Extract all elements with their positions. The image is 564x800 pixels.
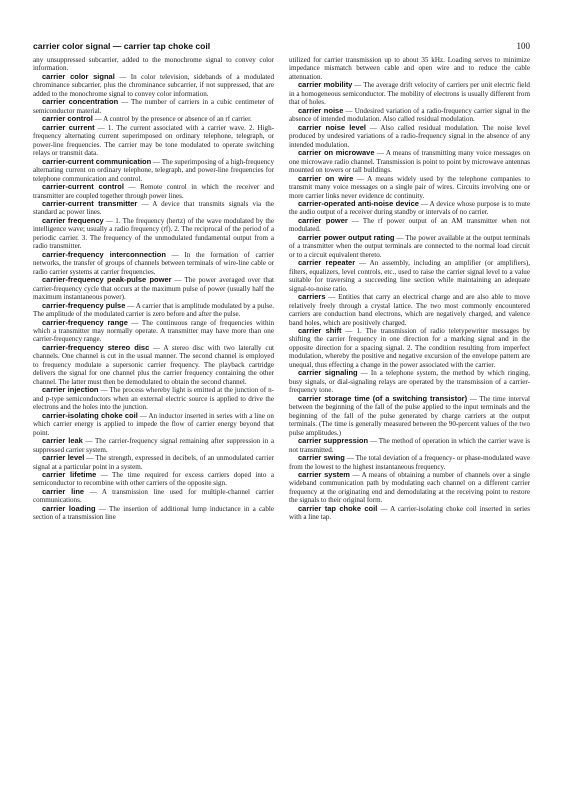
page-number: 100	[516, 41, 530, 51]
dictionary-entry	[33, 488, 274, 505]
entry-definition: — Also called residual modulation. The noise level produced by undesired variations of a radio-frequency signal in the absence of any intended modulation.	[289, 123, 530, 149]
entry-term: carrier shift	[298, 326, 342, 335]
dictionary-entry	[33, 200, 274, 217]
running-head	[33, 41, 530, 55]
entry-term: carrier loading	[42, 503, 96, 513]
entry-term: carrier line	[42, 486, 85, 496]
entry-definition: — The superimposing of a high-frequency alternating current on ordinary telephone, telegraph, and power-line frequencies for telephone communication and control.	[33, 157, 274, 183]
dictionary-entry	[289, 471, 530, 505]
dictionary-entry	[289, 259, 530, 293]
running-head-title: carrier color signal — carrier tap choke coil	[33, 41, 211, 51]
dictionary-entry	[289, 234, 530, 259]
entry-definition: — The power averaged over that carrier-frequency cycle that occurs at the maximum pulse of power (usually half the maximum instantaneous power).	[33, 276, 274, 302]
entry-term: carrier-isolating choke coil	[42, 410, 138, 420]
entry-term: carrier swing	[298, 453, 345, 463]
entry-definition: — 1. The transmission of radio teletypewriter messages by shifting the carrier frequency in one direction for a marking signal and in the opposite direction for a spacing signal. 2. The condition resulting from imperfect modulation, whereby the positive and negative excursion of the envelope pattern are unequal, thus effecting a change in the power associated with the carrier.	[289, 327, 530, 369]
dictionary-entry	[289, 81, 530, 106]
entry-term: carrier control	[42, 114, 93, 124]
entry-definition: — The total deviation of a frequency- or phase-modulated wave from the lowest to the highest instantaneous frequency.	[289, 454, 530, 471]
entry-term: carrier system	[298, 469, 350, 479]
dictionary-entry	[33, 158, 274, 183]
entry-definition: — The process whereby light is emitted at the junction of n- and p-type semiconductors when an external electric source is applied to drive the electrons and the holes into the junction.	[33, 386, 274, 412]
entry-term: carrier signaling	[298, 368, 358, 378]
entry-definition: — The time required for excess carriers doped into a semiconductor to recombine with other carriers of the opposite sign.	[33, 470, 274, 488]
entry-definition: — The rf power output of an AM transmitter when not modulated.	[289, 216, 530, 234]
entry-definition: — In the formation of carrier networks, the transfer of groups of channels between terminals of wire-line cable or radio carrier systems at carrier frequencies.	[33, 250, 274, 276]
entry-definition: — The time interval between the beginning of the fall of the pulse applied to the input terminals and the beginning of the fall of the pulse generated by charge carriers at the output terminals. (The time is generally measured between the 90-percent values of the two pulse amplitudes.)	[289, 394, 530, 437]
dictionary-entry	[289, 437, 530, 454]
entry-definition: — The average drift velocity of carriers per unit electric field in a homogeneous semiconductor. The mobility of electrons is usually different from that of holes.	[289, 81, 530, 107]
dictionary-entry	[289, 293, 530, 327]
dictionary-entry	[33, 344, 274, 386]
entry-term: carrier tap choke coil	[298, 503, 378, 513]
entry-term: carrier repeater	[298, 258, 356, 268]
entry-term: carrier-frequency peak-pulse power	[42, 275, 172, 285]
entry-definition: — A control by the presence or absence of an rf carrier.	[92, 115, 252, 124]
dictionary-entry	[289, 505, 530, 522]
entry-definition: — The continuous range of frequencies within which a transmitter may normally operate. A transmitter may have more than one carrier-frequency range.	[33, 318, 274, 344]
entry-term: carrier power output rating	[298, 232, 395, 242]
entry-term: carrier-frequency stereo disc	[42, 342, 150, 352]
entry-definition: — A device whose purpose is to mute the audio output of a receiver during standby or intervals of no carrier.	[289, 199, 530, 217]
entry-term: carrier-current communication	[42, 156, 152, 166]
dictionary-entry	[289, 107, 530, 124]
entry-term: carrier color signal	[42, 71, 115, 81]
entry-term: carrier-operated anti-noise device	[298, 198, 419, 208]
entry-definition: — A means widely used by the telephone companies to transmit many voice messages on a single pair of wires. Circuits involving one or more carrier links never evidence dc continuity.	[289, 174, 530, 200]
entry-definition: any unsuppressed subcarrier, added to the monochrome signal to convey color information.	[33, 56, 274, 73]
entry-term: carrier-current transmitter	[42, 198, 138, 208]
dictionary-entry	[33, 183, 274, 200]
entry-term: carrier-current control	[42, 182, 124, 192]
entry-term: carrier-frequency range	[42, 317, 128, 327]
entry-term: carrier current	[42, 122, 95, 132]
dictionary-entry	[33, 124, 274, 158]
entry-definition: utilized for carrier transmission up to about 35 kHz. Loading serves to minimize impedance mismatch between cable and open wire and to reduce the cable attenuation.	[289, 56, 530, 81]
dictionary-entry	[289, 149, 530, 174]
dictionary-entry	[289, 369, 530, 394]
entry-term: carrier frequency	[42, 215, 104, 225]
entry-definition: — Undesired variation of a radio-frequency carrier signal in the absence of intended modulation. Also called residual modulation.	[289, 106, 530, 124]
dictionary-entry	[33, 217, 274, 251]
dictionary-entry	[289, 175, 530, 200]
entry-definition: — The carrier-frequency signal remaining after suppression in a suppressed carrier system.	[33, 437, 274, 454]
entry-definition: — An inductor inserted in series with a line on which carrier energy is applied to impede the flow of carrier energy beyond that point.	[33, 411, 274, 437]
dictionary-entry	[33, 73, 274, 98]
entry-definition: — The insertion of additional lump inductance in a cable section of a transmission line	[33, 504, 274, 522]
entry-definition: — Remote control in which the receiver and transmitter are coupled together through power lines.	[33, 183, 274, 200]
dictionary-entry	[33, 98, 274, 115]
entry-definition: — A transmission line used for multiple-channel carrier communications.	[33, 487, 274, 505]
dictionary-entry	[33, 412, 274, 437]
entry-term: carrier mobility	[298, 80, 353, 90]
entry-definition: — A carrier that is amplitude modulated by a pulse. The amplitude of the modulated carrier is zero before and after the pulse.	[33, 301, 274, 319]
entry-term: carrier level	[42, 453, 85, 463]
entry-term: carrier concentration	[42, 97, 119, 107]
entry-term: carrier injection	[42, 385, 99, 395]
entry-term: carrier leak	[42, 436, 83, 446]
entry-term: carrier power	[298, 215, 348, 225]
entry-term: carrier on wire	[298, 173, 354, 183]
entry-term: carrier storage time (of a switching transistor)	[298, 393, 468, 403]
entry-term: carrier lifetime	[42, 469, 97, 479]
entry-definition: — A means of transmitting many voice messages on one microwave radio channel. Transmission is point to point by microwave antennas mounted on towers or tall buildings.	[289, 149, 530, 175]
dictionary-entry	[33, 319, 274, 344]
dictionary-entry	[289, 454, 530, 471]
dictionary-entry	[33, 386, 274, 411]
entry-definition: — Entities that carry an electrical charge and are also able to move relatively freely through a crystal lattice. The two most commonly encountered carriers are conduction band electrons, which are negatively charged, and valence band holes, which are positively charged.	[289, 293, 530, 327]
entry-term: carrier noise	[298, 105, 344, 115]
entry-definition: — A carrier-isolating choke coil inserted in series with a line tap.	[289, 504, 530, 522]
entry-definition: — A means of obtaining a number of channels over a single wideband communication path by modulating each channel on a different carrier frequency at the originating end and demodulating at the receiving point to restore the signals to their original form.	[289, 470, 530, 505]
entry-definition: — 1. The current associated with a carrier wave. 2. High-frequency alternating current superimposed on ordinary telephone, telegraph, or power-line frequencies. The carrier may be tone modulated to operate switching relays or transmit data.	[33, 123, 274, 158]
left-column	[33, 56, 274, 792]
entry-term: carrier noise level	[298, 122, 366, 132]
dictionary-entry	[289, 327, 530, 369]
entry-term: carrier-frequency interconnection	[42, 249, 166, 259]
entry-definition: — An assembly, including an amplifier (or amplifiers), filters, equalizers, level controls, etc., used to raise the carrier signal level to a value suitable for traversing a succeeding line section while maintaining an adequate signal-to-noise ratio.	[289, 259, 530, 293]
dictionary-entry	[33, 276, 274, 301]
entry-definition: — A stereo disc with two laterally cut channels. One channel is cut in the usual manner. The second channel is employed to frequency modulate a supersonic carrier frequency. The playback cartridge delivers the signal for one channel plus the carrier frequency containing the other channel. The latter must then be demodulated to obtain the second channel.	[33, 343, 274, 386]
dictionary-entry	[33, 56, 274, 73]
entry-term: carrier suppression	[298, 436, 369, 446]
dictionary-entry	[33, 471, 274, 488]
entry-definition: — The method of operation in which the carrier wave is not transmitted.	[289, 437, 530, 454]
entry-term: carrier-frequency pulse	[42, 300, 126, 310]
dictionary-entry	[33, 251, 274, 276]
entry-definition: — The power available at the output terminals of a transmitter when the output terminals are connected to the normal load circuit or to a circuit equivalent thereto.	[289, 233, 530, 259]
dictionary-entry	[289, 200, 530, 217]
entry-definition: — A device that transmits signals via the standard ac power lines.	[33, 199, 274, 217]
dictionary-entry	[289, 217, 530, 234]
entry-definition: — In color television, sidebands of a modulated chrominance subcarrier, plus the chrominance subcarrier, if not suppressed, that are added to the monochrome signal to convey color information.	[33, 72, 274, 98]
entry-term: carrier on microwave	[298, 148, 375, 158]
entry-definition: — In a telephone system, the method by which ringing, busy signals, or dial-signaling relays are operated by the transmission of a carrier-frequency tone.	[289, 369, 530, 395]
dictionary-entry	[33, 302, 274, 319]
right-column	[289, 56, 530, 792]
dictionary-entry	[33, 505, 274, 522]
dictionary-entry	[289, 56, 530, 81]
entry-definition: — The number of carriers in a cubic centimeter of semiconductor material.	[33, 98, 274, 115]
entry-definition: — The strength, expressed in decibels, of an unmodulated carrier signal at a particular point in a system.	[33, 454, 274, 471]
entry-definition: — 1. The frequency (hertz) of the wave modulated by the intelligence wave; usually a radio frequency (rf). 2. The reciprocal of the period of a periodic carrier. 3. The frequency of the unmodulated fundamental output from a radio transmitter.	[33, 216, 274, 251]
dictionary-entry	[33, 437, 274, 454]
dictionary-entry	[289, 124, 530, 149]
dictionary-entry	[289, 395, 530, 437]
dictionary-entry	[33, 454, 274, 471]
entry-term: carriers	[298, 292, 326, 302]
